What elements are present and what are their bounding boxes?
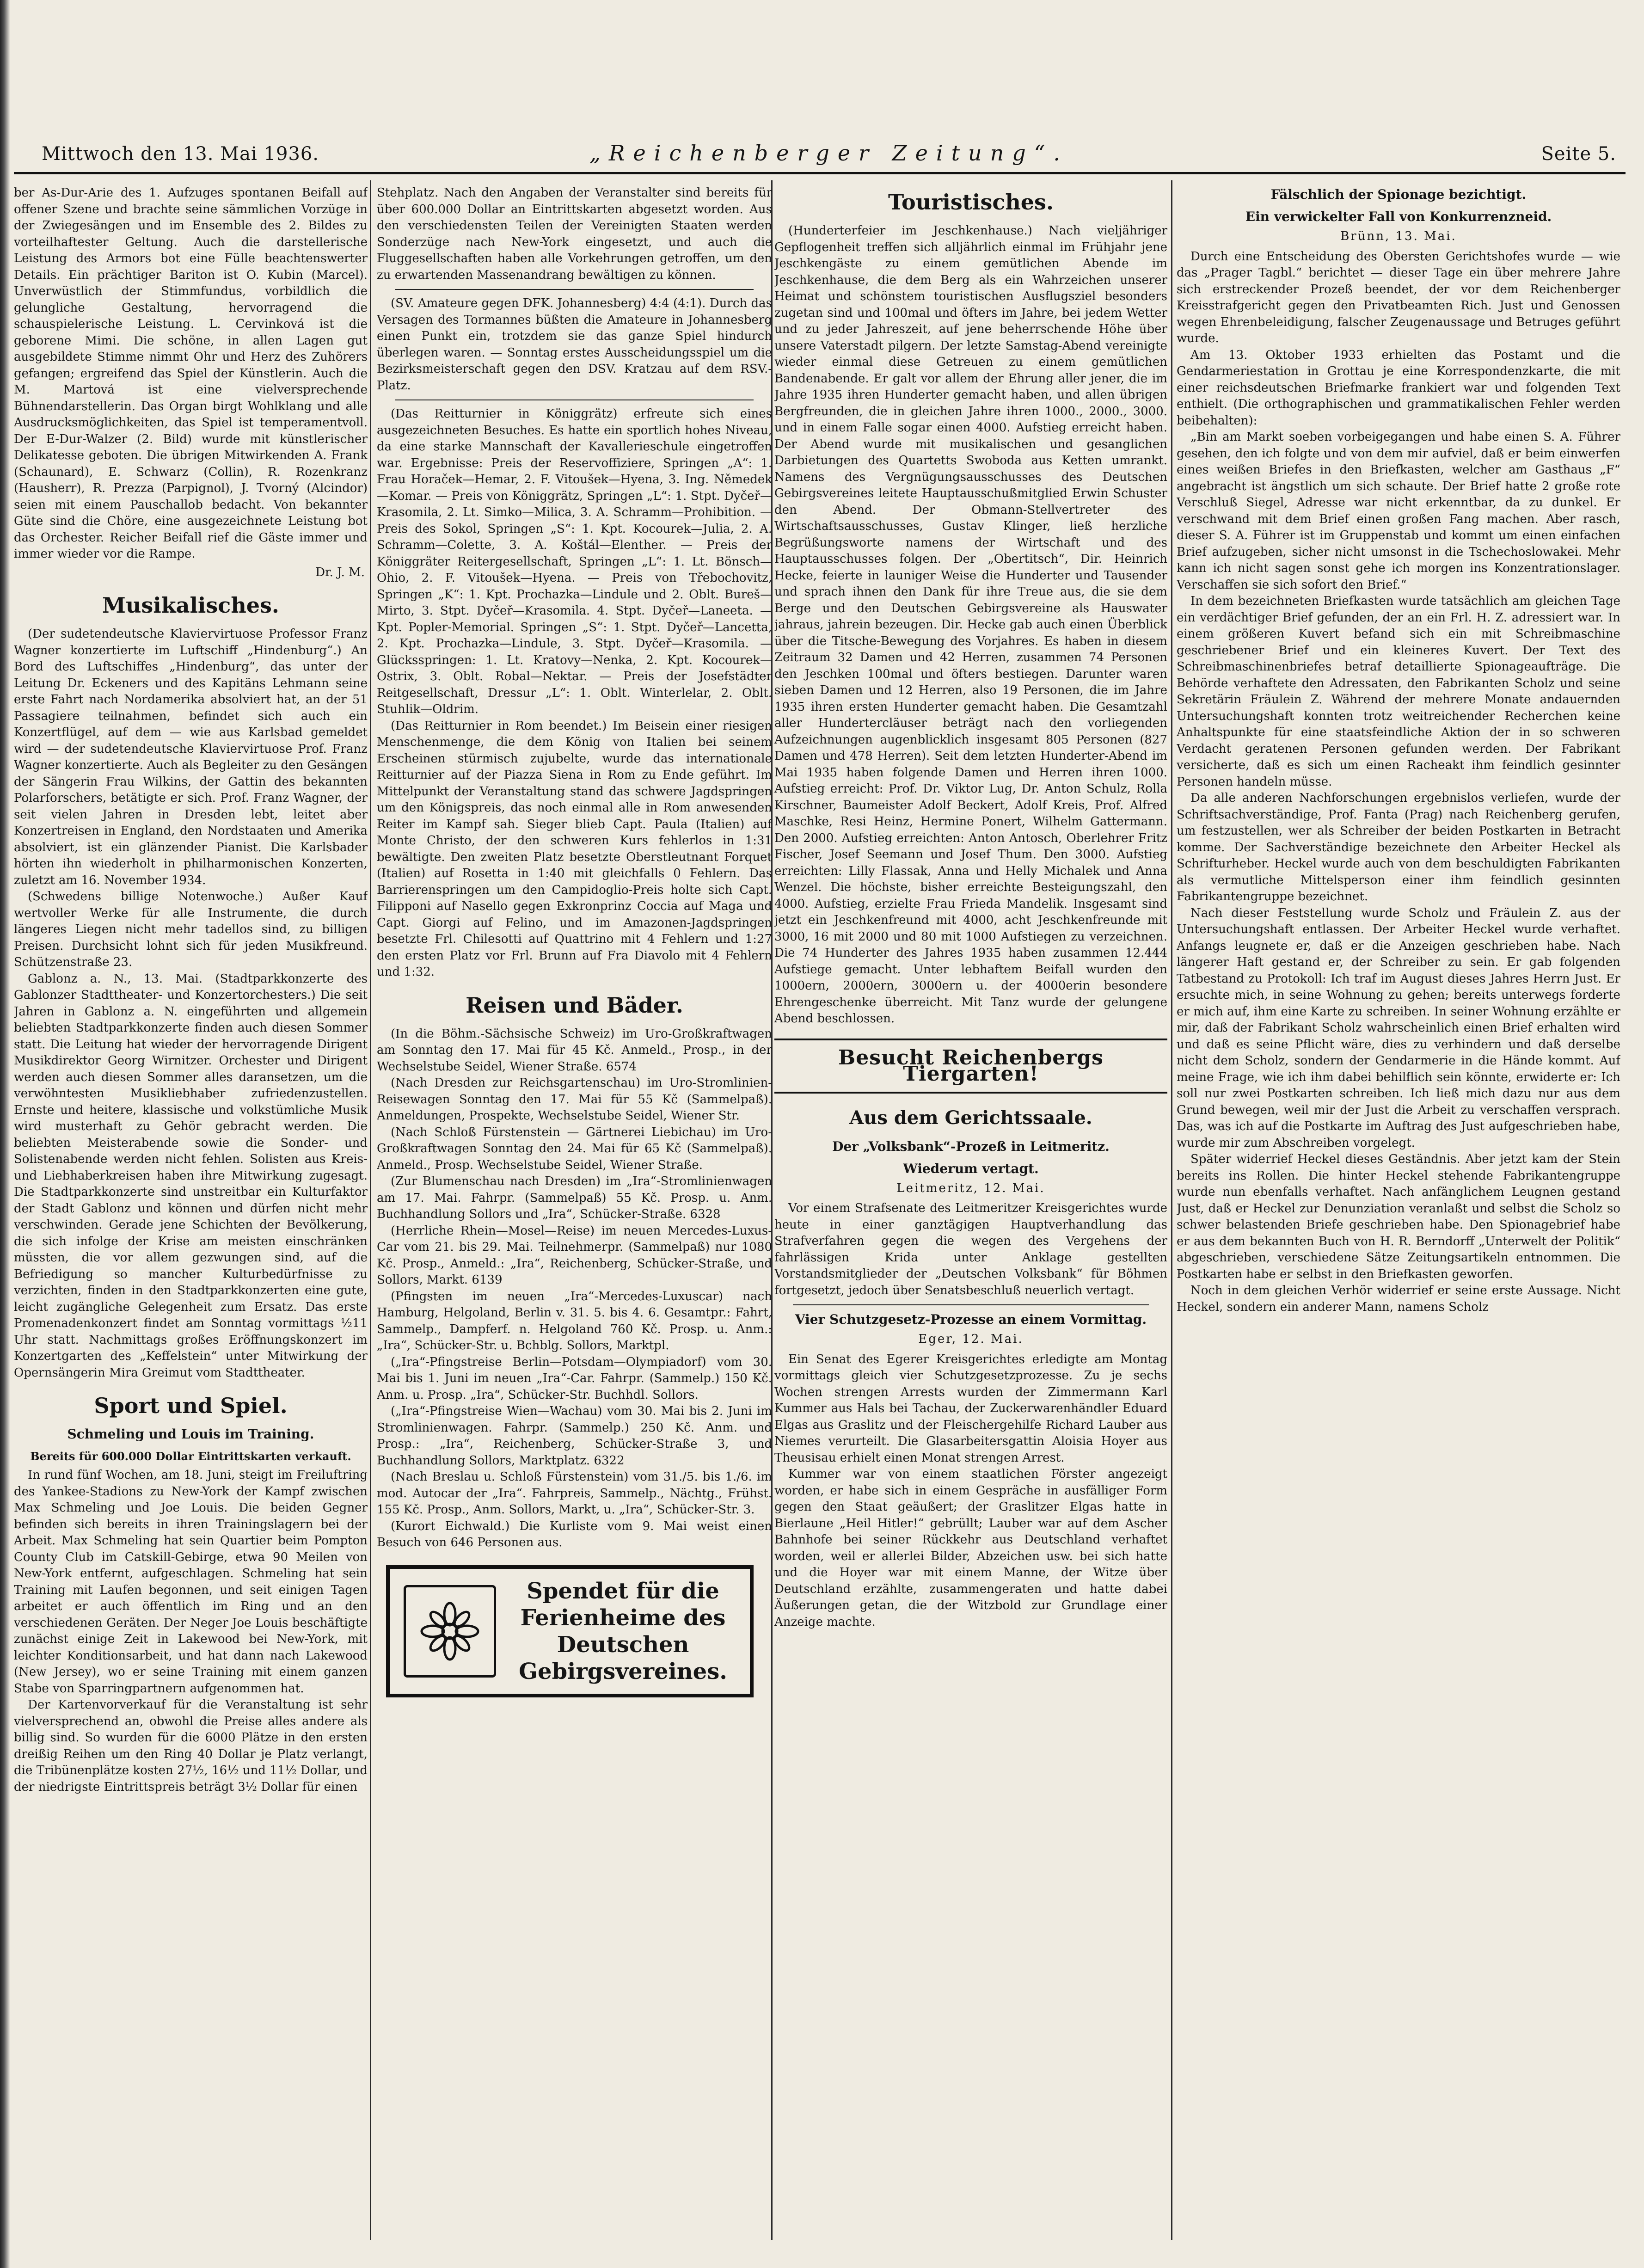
column-3 — [774, 185, 1167, 2240]
espionage-paragraph: „Bin am Markt soeben vorbeigegangen und habe einen S. A. Führer gesehen, den ich folgte und von dem mir aufviel, daß er beim einwerfen eines weißen Briefes in den Briefkasten, welcher am Gasthaus „F“ angebracht ist ängstlich um sich schaute. Der Brief hatte 2 große rote Verschluß Siegel, Adresse war nicht erkenntbar, da zu dunkel. Er verschwand mit dem Brief einen großen Fang machen. Aber rasch, dieser S. A. Führer ist im Gruppenstab und kommt um einen einfachen Brief aufzugeben, sicher nicht umsonst in die Tschechoslowakei. Mehr kann ich nicht sagen sonst gehe ich morgen ins Konzentrationslager. Verschaffen sie sich sofort den Brief.“ — [1177, 430, 1620, 592]
music-item: Gablonz a. N., 13. Mai. (Stadtparkkonzerte des Gablonzer Stadttheater- und Konzertorchesters.) Die seit Jahren in Gablonz a. N. eingeführten und allgemein beliebten Stadtparkkonzerte finden auch diesen Sommer statt. Die Leitung hat wieder der hervorragende Dirigent Musikdirektor Georg Wirnitzer. Orchester und Dirigent werden auch diesen Sommer alles daransetzen, um die verwöhntesten Musikliebhaber zufriedenzustellen. Ernste und heitere, klassische und volkstümliche Musik wird musterhaft zu Gehör gebracht werden. Die beliebten Meisterabende sowie die Sonder- und Solistenabende werden nicht fehlen. Solisten aus Kreis- und Liebhaberkreisen haben ihre Mitwirkung zugesagt. Die Stadtparkkonzerte sind unstreitbar ein Kulturfaktor der Stadt Gablonz und können und dürfen nicht mehr verschwinden. Gerade jene Schichten der Bevölkerung, die sich infolge der Krise am meisten einschränken müssten, die vor allem gezwungen sind, auf die Befriedigung so mancher Kulturbedürfnisse zu verzichten, finden in den Stadtparkkonzerten eine gute, leicht zugängliche Gelegenheit zum Ersatz. Das erste Promenadenkonzert findet am Sonntag vormittags ½11 Uhr statt. Nachmittags großes Eröffnungskonzert im Konzertgarten des „Keffelstein“ unter Mitwirkung der Opernsängerin Mira Greimut vom Stadttheater. — [14, 971, 368, 1380]
sport-item: (SV. Amateure gegen DFK. Johannesberg) 4:4 (4:1). Durch das Versagen des Tormannes büßten die Amateure in Johannesberg einen Punkt ein, trotzdem sie das ganze Spiel hindurch überlegen waren. — Sonntag erstes Ausscheidungsspiel um die Bezirksmeisterschaft gegen den DSV. Kratzau auf dem RSV.-Platz. — [377, 296, 772, 393]
column-2 — [377, 185, 772, 2240]
column-separator — [1171, 180, 1172, 2240]
column-separator — [370, 180, 371, 2240]
sport-paragraph: Der Kartenvorverkauf für die Veranstaltung ist sehr vielversprechend an, obwohl die Preise alles andere als billig sind. So wurden für die 6000 Plätze in den ersten dreißig Reihen um den Ring 40 Dollar je Platz verlangt, die Tribünenplätze kosten 27½, 16½ und 11½ Dollar, und der niedrigste Eintrittspreis beträgt 3½ Dollar für einen — [14, 1698, 368, 1794]
column-4 — [1177, 185, 1620, 2240]
header-page-number: Seite 5. — [1541, 143, 1616, 165]
header-date: Mittwoch den 13. Mai 1936. — [42, 143, 319, 165]
section-heading-tourism: Touristisches. — [888, 190, 1054, 215]
court2-headline: Vier Schutzgesetz-Prozesse an einem Vormittag. — [795, 1312, 1147, 1327]
court-dateline: Leitmeritz, 12. Mai. — [896, 1181, 1045, 1195]
sport-continuation: Stehplatz. Nach den Angaben der Veranstalter sind bereits für über 600.000 Dollar an Eintrittskarten abgesetzt worden. Aus den verschiedensten Teilen der Vereinigten Staaten werden Sonderzüge nach New-York eingesetzt, und auch die Fluggesellschaften haben alle Vorkehrungen getroffen, um den zu erwartenden Massenandrang bewältigen zu können. — [377, 186, 772, 282]
sport-paragraph: In rund fünf Wochen, am 18. Juni, steigt im Freiluftring des Yankee-Stadions zu New-York der Kampf zwischen Max Schmeling und Joe Louis. Die beiden Gegner befinden sich bereits in ihren Trainingslagern bei der Arbeit. Max Schmeling hat sein Quartier beim Pompton County Club im Catskill-Gebirge, etwa 90 Meilen von New-York entfernt, aufgeschlagen. Schmeling hat sein Training mit Laufen begonnen, und seit einigen Tagen arbeitet er auch öffentlich im Ring und an den verschiedenen Geräten. Der Neger Joe Louis beschäftigte zunächst einige Zeit in Lakewood bei New-York, mit leichter Konditionsarbeit, und hat dann nach Lakewood (New Jersey), wo er seine Training mit einem ganzen Stabe von Sparringpartnern aufgenommen hat. — [14, 1468, 368, 1696]
travel-item: (Nach Dresden zur Reichsgartenschau) im Uro-Stromlinien-Reisewagen Sonntag den 17. Mai für 55 Kč (Sammelpaß). Anmeldungen, Prospekte, Wechselstube Seidel, Wiener Str. — [377, 1076, 772, 1123]
header-rule — [14, 172, 1626, 174]
travel-item: (Zur Blumenschau nach Dresden) im „Ira“-Stromlinienwagen am 17. Mai. Fahrpr. (Sammelpaß) 55 Kč. Prosp. u. Anm. Buchhandlung Sollors und „Ira“, Schücker-Straße. 6328 — [377, 1174, 772, 1221]
music-item: (Schwedens billige Notenwoche.) Außer Kauf wertvoller Werke für alle Instrumente, die durch längeres Liegen nicht mehr tadellos sind, zu billigen Preisen. Durchsicht lohnt sich für jeden Musikfreund. Schützenstraße 23. — [14, 890, 368, 969]
espionage-paragraph: Durch eine Entscheidung des Obersten Gerichtshofes wurde — wie das „Prager Tagbl.“ berichtet — dieser Tage ein über mehrere Jahre sich erstreckender Prozeß beendet, der vor dem Reichenberger Kreisstrafgericht gegen den Privatbeamten Rich. Just und Genossen wegen Ehrenbeleidigung, falscher Zeugenaussage und Betruges geführt wurde. — [1177, 249, 1620, 345]
travel-item: (Herrliche Rhein—Mosel—Reise) im neuen Mercedes-Luxus-Car vom 21. bis 29. Mai. Teilnehmerpr. (Sammelpaß) nur 1080 Kč. Prosp., Anmeld.: „Ira“, Reichenberg, Schücker-Straße, und Sollors, Markt. 6139 — [377, 1223, 772, 1287]
page-header — [42, 139, 1616, 166]
travel-item: („Ira“-Pfingstreise Berlin—Potsdam—Olympiadorf) vom 30. Mai bis 1. Juni im neuen „Ira“-Car. Fahrpr. (Sammelp.) 150 Kč. Anm. u. Prosp. „Ira“, Schücker-Str. Buchhdl. Sollors. — [377, 1355, 772, 1402]
espionage-paragraph: Am 13. Oktober 1933 erhielten das Postamt und die Gendarmeriestation in Grottau je eine Korrespondenzkarte, die mit einer reichsdeutschen Briefmarke frankiert war und folgenden Text enthielt. (Die orthographischen und grammatikalischen Fehler werden beibehalten): — [1177, 348, 1620, 428]
sport-item: (Das Reitturnier in Rom beendet.) Im Beisein einer riesigen Menschenmenge, die dem König von Italien bei seinem Erscheinen stürmisch zujubelte, wurde das internationale Reitturnier auf der Piazza Siena in Rom zu Ende geführt. Im Mittelpunkt der Veranstaltung stand das schwere Jagdspringen um den Königspreis, das noch einmal alle in Rom anwesenden Reiter im Kampf sah. Sieger blieb Capt. Paula (Italien) auf Monte Christo, der den schweren Kurs fehlerlos in 1:31 bewältigte. Den zweiten Platz besetzte Oberstleutnant Forquet (Italien) auf Rosetta in 1:40 mit gleichfalls 0 Fehlern. Das Barrierenspringen um den Campidoglio-Preis holte sich Capt. Filipponi auf Nasello gegen Exkronprinz Coccia auf Maga und Capt. Giorgi auf Felino, und im Amazonen-Jagdspringen besetzte Frl. Chilesotti auf Quattrino mit 4 Fehlern und 1:27 den ersten Platz vor Frl. Brunn auf Fra Diavolo mit 4 Fehlern und 1:32. — [377, 719, 772, 979]
opera-review-signature: Dr. J. M. — [315, 565, 365, 579]
section-heading-court: Aus dem Gerichtssaale. — [849, 1106, 1092, 1129]
espionage-paragraph: Noch in dem gleichen Verhör widerrief er seine erste Aussage. Nicht Heckel, sondern ein anderer Mann, namens Scholz — [1177, 1284, 1620, 1314]
espionage-headline: Fälschlich der Spionage bezichtigt. — [1270, 187, 1527, 202]
espionage-subheadline: Ein verwickelter Fall von Konkurrenzneid. — [1245, 209, 1552, 224]
espionage-paragraph: Nach dieser Feststellung wurde Scholz und Fräulein Z. aus der Untersuchungshaft entlassen. Der Arbeiter Heckel wurde verhaftet. Anfangs leugnete er, daß er die Anzeigen geschrieben habe. Nach längerer Haft gestand er, der Schreiber zu sein. Er gab folgenden Tatbestand zu Protokoll: Ich traf im August dieses Jahres Herrn Just. Er ersuchte mich, in seine Wohnung zu gehen; bereits unterwegs forderte er mich auf, ihm eine Karte zu schreiben. In seiner Wohnung erzählte er mir, daß der Fabrikant Scholz wahrscheinlich einen Brief erhalten wird und daß es seine Pflicht wäre, dies zu verhindern und daß derselbe nicht dem Scholz, sondern der Gendarmerie in die Hände kommt. Auf meine Frage, wie ich ihm dabei behilflich sein könnte, erwiderte er: Ich soll nur zwei Postkarten schreiben. Ich ließ mich dazu nur aus dem Grund bewegen, weil mir der Just die Arbeit zu verschaffen versprach. Das, was ich auf die Postkarte im Auftrag des Just aufgeschrieben habe, wurde mir zum Abschreiben vorgelegt. — [1177, 906, 1620, 1150]
espionage-paragraph: Später widerrief Heckel dieses Geständnis. Aber jetzt kam der Stein bereits ins Rollen. Die hinter Heckel stehende Fabrikantengruppe wurde nun ebenfalls verhaftet. Nach anfänglichem Leugnen gestand Just, daß er Heckel zur Denunziation veranlaßt und selbst die Scholz so schwer belastenden Briefe geschrieben habe. Den Spionagebrief habe er aus dem bekannten Buch von H. R. Berndorff „Unterwelt der Politik“ abgeschrieben, verschiedene Sätze Zeitungsartikeln entnommen. Die Postkarten habe er selbst in den Briefkasten geworfen. — [1177, 1152, 1620, 1281]
section-heading-sport: Sport und Spiel. — [94, 1393, 288, 1418]
travel-item: (Kurort Eichwald.) Die Kurliste vom 9. Mai weist einen Besuch von 646 Personen aus. — [377, 1519, 772, 1549]
tourism-article: (Hunderterfeier im Jeschkenhause.) Nach vieljähriger Gepflogenheit treffen sich alljährlich einmal im Frühjahr jene Jeschkengäste zu einem gemütlichen Abende im Jeschkenhause, die dem Berg als ein Wahrzeichen unserer Heimat und schönstem touristischen Ausflugsziel besonders zugetan sind und 100mal und öfters im Jahre, bei jedem Wetter und zu jeder Jahreszeit, auf jene beherrschende Höhe über unsere Vaterstadt pilgern. Der letzte Samstag-Abend vereinigte wieder einmal diese Getreuen zu einem gemütlichen Bandenabende. Er galt vor allem der Ehrung aller jener, die im Jahre 1935 ihren Hunderter gemacht haben, und allen übrigen Bergfreunden, die in gleichen Jahre ihren 1000., 2000., 3000. und in einem Falle sogar einen 4000. Aufstieg erreicht haben. Der Abend wurde mit musikalischen und gesanglichen Darbietungen des Quartetts Swoboda aus Ketten umrankt. Namens des Vergnügungsausschusses des Deutschen Gebirgsvereines leitete Hauptausschußmitglied Erwin Schuster den Abend. Der Obmann-Stellvertreter des Wirtschaftsausschusses, Gustav Klinger, ließ herzliche Begrüßungsworte namens der Wirtschaft und des Hauptausschusses folgen. Der „Obertitsch“, Dir. Heinrich Hecke, feierte in launiger Weise die Hunderter und Tausender und sprach ihnen den Dank für ihre Treue aus, die sie dem Berge und den Deutschen Gebirgsvereine als Hauswater jahraus, jahrein bezeugen. Dir. Hecke gab auch einen Überblick über die Titsche-Bewegung des Vorjahres. Es haben in diesem Zeitraum 32 Damen und 42 Herren, zusammen 74 Personen den Jeschken 100mal und öfters bestiegen. Darunter waren sieben Damen und 12 Herren, also 19 Personen, die im Jahre 1935 ihren ersten Hunderter gemacht haben. Die Gesamtzahl aller Hundertercläuser beträgt nach den vorliegenden Aufzeichnungen augenblicklich insgesamt 805 Personen (827 Damen und 478 Herren). Seit dem letzten Hunderter-Abend im Mai 1935 haben folgende Damen und Herren ihren 1000. Aufstieg erreicht: Prof. Dr. Viktor Lug, Dr. Anton Schulz, Rolla Kirschner, Baumeister Adolf Beckert, Adolf Kreis, Prof. Alfred Maschke, Resi Heinz, Hermine Ponert, Wilhelm Gattermann. Den 2000. Aufstieg erreichten: Anton Antosch, Oberlehrer Fritz Fischer, Josef Seemann und Josef Thum. Den 3000. Aufstieg erreichten: Lilly Flassak, Anna und Helly Michalek und Anna Wenzel. Die höchste, bisher erreichte Besteigungszahl, den 4000. Aufstieg, erzielte Frau Frieda Mandelik. Insgesamt sind jetzt ein Jeschkenfreund mit 4000, acht Jeschkenfreunde mit 3000, 16 mit 2000 und 80 mit 1000 Aufstiegen zu verzeichnen. Die 74 Hunderter des Jahres 1935 haben zusammen 12.444 Aufstiege gemacht. Unter lebhaftem Beifall wurden den 1000ern, 2000ern, 3000ern u. der 4000erin besondere Ehrengeschenke überreicht. Mit Tanz wurde der gelungene Abend beschlossen. — [774, 224, 1167, 1026]
travel-item: (Nach Schloß Fürstenstein — Gärtnerei Liebichau) im Uro-Großkraftwagen Sonntag den 24. Mai für 65 Kč (Sammelpaß). Anmeld., Prosp. Wechselstube Seidel, Wiener Straße. — [377, 1125, 772, 1172]
court2-paragraph: Kummer war von einem staatlichen Förster angezeigt worden, er habe sich in einem Gespräche in ausfälliger Form gegen den Staat geäußert; der Graslitzer Elgas hatte in Bierlaune „Heil Hitler!“ gebrüllt; Lauber war auf dem Ascher Bahnhofe bei seiner Rückkehr aus Deutschland verhaftet worden, weil er allerlei Bilder, Abzeichen usw. bei sich hatte und die Hoyer war mit einem Manne, der Witze über Deutschland erzählte, zusammengeraten und hatte dabei Äußerungen getan, die der Witzbold zur Grundlage einer Anzeige machte. — [774, 1467, 1167, 1629]
court-paragraph: Vor einem Strafsenate des Leitmeritzer Kreisgerichtes wurde heute in einer ganztägigen Hauptverhandlung das Strafverfahren gegen die wegen des Vergehens der fahrlässigen Krida unter Anklage gestellten Vorstandsmitglieder der „Deutschen Volksbank“ für Böhmen fortgesetzt, jedoch über Senatsbeschluß neuerlich vertagt. — [774, 1201, 1167, 1297]
espionage-dateline: Brünn, 13. Mai. — [1340, 229, 1457, 243]
divider — [793, 1304, 1149, 1305]
sport-item: (Das Reitturnier in Königgrätz) erfreute sich eines ausgezeichneten Besuches. Es hatte ein sportlich hohes Niveau, da eine starke Mannschaft der Kavallerieschule eingetroffen war. Ergebnisse: Preis der Reservoffiziere, Springen „A“: 1. Frau Horaček—Hemar, 2. F. Vitoušek—Hyena, 3. Ing. Němedek—Komar. — Preis von Königgrätz, Springen „L“: 1. Stpt. Dyčeř—Krasomila, 2. Lt. Simko—Milica, 3. A. Schramm—Prohibition. — Preis des Sokol, Springen „S“: 1. Kpt. Kocourek—Julia, 2. A. Schramm—Colette, 3. A. Koštál—Elenther. — Preis der Königgräter Reitergesellschaft, Springen „L“: 1. Lt. Bönsch—Ohio, 2. F. Vitoušek—Hyena. — Preis von Třebochovitz, Springen „K“: 1. Kpt. Prochazka—Lindule und 2. Oblt. Bureš—Mirto, 3. Stpt. Dyčeř—Krasomila. 4. Stpt. Dyčeř—Laneeta. — Kpt. Popler-Memorial. Springen „S“: 1. Stpt. Dyčeř—Lancetta, 2. Kpt. Prochazka—Lindule, 3. Stpt. Dyčeř—Krasomila. — Glücksspringen: 1. Lt. Kratovy—Nenka, 2. Kpt. Kocourek—Ostrix, 3. Oblt. Robal—Nektar. — Preis der Josefstädter Reitgesellschaft, Dressur „L“: 1. Oblt. Winterlelar, 2. Oblt. Stuhlik—Oldrim. — [377, 407, 772, 716]
court2-paragraph: Ein Senat des Egerer Kreisgerichtes erledigte am Montag vormittags gleich vier Schutzgesetzprozesse. Zu je sechs Wochen strengen Arrests wurden der Zimmermann Karl Kummer aus Hals bei Tachau, der Zuckerwarenhändler Eduard Elgas aus Graslitz und der Fleischergehilfe Richard Lauber aus Niemes verurteilt. Die Glasarbeitersgattin Aloisia Hoyer aus Theusisau erhielt einen Monat strengen Arrest. — [774, 1352, 1167, 1465]
travel-item: („Ira“-Pfingstreise Wien—Wachau) vom 30. Mai bis 2. Juni im Stromlinienwagen. Fahrpr. (Sammelp.) 250 Kč. Anm. und Prosp.: „Ira“, Reichenberg, Schücker-Straße 3, und Buchhandlung Sollors, Marktplatz. 6322 — [377, 1404, 772, 1468]
header-title: „Reichenberger Zeitung“. — [589, 141, 1068, 166]
divider — [395, 289, 754, 290]
page-edge-shadow — [0, 0, 10, 2268]
edelweiss-emblem-icon — [404, 1585, 496, 1678]
donation-advertisement — [386, 1565, 754, 1697]
travel-item: (Pfingsten im neuen „Ira“-Mercedes-Luxuscar) nach Hamburg, Helgoland, Berlin v. 31. 5. bis 4. 6. Gesamtpr.: Fahrt, Sammelp., Dampferf. n. Helgoland 760 Kč. Prosp. u. Anm.: „Ira“, Schücker-Str. u. Bchblg. Sollors, Marktpl. — [377, 1289, 772, 1352]
donation-ad-text: Spendet für die Ferienheime des Deutschen Gebirgsvereines. — [519, 1578, 727, 1684]
court-headline: Der „Volksbank“-Prozeß in Leitmeritz. — [832, 1138, 1110, 1154]
section-heading-music: Musikalisches. — [102, 593, 279, 618]
music-item: (Der sudetendeutsche Klaviervirtuose Professor Franz Wagner konzertierte im Luftschiff „Hindenburg“.) An Bord des Luftschiffes „Hindenburg“, das unter der Leitung Dr. Eckeners und des Kapitäns Lehmann seine erste Fahrt nach Nordamerika absolviert hat, an der 51 Passagiere teilnahmen, befindet sich auch ein Konzertflügel, auf dem — wie aus Karlsbad gemeldet wird — der sudetendeutsche Klaviervirtuose Prof. Franz Wagner konzertierte. Auch als Begleiter zu den Gesängen der Sängerin Frau Wilkins, der Gattin des bekannten Polarforschers, betätigte er sich. Prof. Franz Wagner, der seit vielen Jahren in Dresden lebt, leitet aber Konzertreisen in England, den Nordstaaten und Amerika absolviert, ist ein glänzender Pianist. Die Karlsbader hörten ihn wiederholt in philharmonischen Konzerten, zuletzt am 16. November 1934. — [14, 627, 368, 887]
espionage-paragraph: In dem bezeichneten Briefkasten wurde tatsächlich am gleichen Tage ein verdächtiger Brief gefunden, der an ein Frl. H. Z. adressiert war. In einem größeren Kuvert befand sich ein mit Schreibmaschine geschriebener Brief und ein kleineres Kuvert. Der Text des Schreibmaschinenbriefes betraf detaillierte Spionageaufträge. Die Behörde verhaftete den Adressaten, den Fabrikanten Scholz und seine Sekretärin Fräulein Z. Während der mehrere Monate andauernden Untersuchungshaft konnten trotz weitreichender Recherchen keine Anhaltspunkte für eine staatsfeindliche Aktion der in so schweren Verdacht geratenen Personen gefunden werden. Der Fabrikant versicherte, daß es sich um einen Racheakt ihm feindlich gesinnter Personen handeln müsse. — [1177, 594, 1620, 789]
court2-dateline: Eger, 12. Mai. — [918, 1332, 1024, 1346]
opera-review-text: ber As-Dur-Arie des 1. Aufzuges spontanen Beifall auf offener Szene und brachte seine sämmlichen Vorzüge in der Zwiegesängen und im Ensemble des 2. Bildes zu vorteilhaftester Geltung. Auch die darstellerische Leistung des Armors bot eine Fülle beachtenswerter Details. Ein prächtiger Bariton ist O. Kubin (Marcel). Unverwüstlich der Stimmfundus, vorbildlich die gelungliche Gestaltung, hervorragend die schauspielerische Leistung. L. Cervinková ist die geborene Mimi. Die schöne, in allen Lagen gut ausgebildete Stimme nimmt Ohr und Herz des Zuhörers gefangen; ergreifend das Spiel der Künstlerin. Auch die M. Martová ist eine vielversprechende Bühnendarstellerin. Das Organ birgt Wohlklang und alle Ausdrucksmöglichkeiten, das Spiel ist temperamentvoll. Der E-Dur-Walzer (2. Bild) wurde mit künstlerischer Delikatesse geboten. Die übrigen Mitwirkenden A. Frank (Schaunard), E. Schwarz (Collin), R. Rozenkranz (Hausherr), R. Prezza (Parpignol), J. Tvorný (Alcindor) seien mit einem Pauschallob bedacht. Von bekannter Güte sind die Chöre, eine ausgezeichnete Leistung bot das Orchester. Reicher Beifall rief die Gäste immer und immer wieder vor die Rampe. — [14, 186, 368, 561]
sport-article-subheadline: Bereits für 600.000 Dollar Eintrittskarten verkauft. — [30, 1450, 351, 1463]
espionage-paragraph: Da alle anderen Nachforschungen ergebnislos verliefen, wurde der Schriftsachverständige, Prof. Fanta (Prag) nach Reichenberg gerufen, um festzustellen, wer als Schreiber der beiden Postkarten in Betracht komme. Der Sachverständige bezeichnete den Arbeiter Heckel als Schrifturheber. Heckel wurde auch von dem beschuldigten Fabrikanten als vermutliche Mittelsperson einer ihm feindlich gesinnten Fabrikantengruppe bezeichnet. — [1177, 791, 1620, 904]
zoo-banner: Besucht Reichenbergs Tiergarten! — [774, 1039, 1167, 1094]
section-heading-travel: Reisen und Bäder. — [466, 992, 683, 1018]
sport-article-headline: Schmeling und Louis im Training. — [67, 1426, 314, 1442]
travel-item: (In die Böhm.-Sächsische Schweiz) im Uro-Großkraftwagen am Sonntag den 17. Mai für 45 Kč. Anmeld., Prosp., in der Wechselstube Seidel, Wiener Straße. 6574 — [377, 1026, 772, 1074]
column-1 — [14, 185, 368, 2240]
court-subheadline: Wiederum vertagt. — [903, 1161, 1039, 1176]
travel-item: (Nach Breslau u. Schloß Fürstenstein) vom 31./5. bis 1./6. im mod. Autocar der „Ira“. Fahrpreis, Sammelp., Nächtg., Frühst. 155 Kč. Prosp., Anm. Sollors, Markt, u. „Ira“, Schücker-Str. 3. — [377, 1470, 772, 1517]
